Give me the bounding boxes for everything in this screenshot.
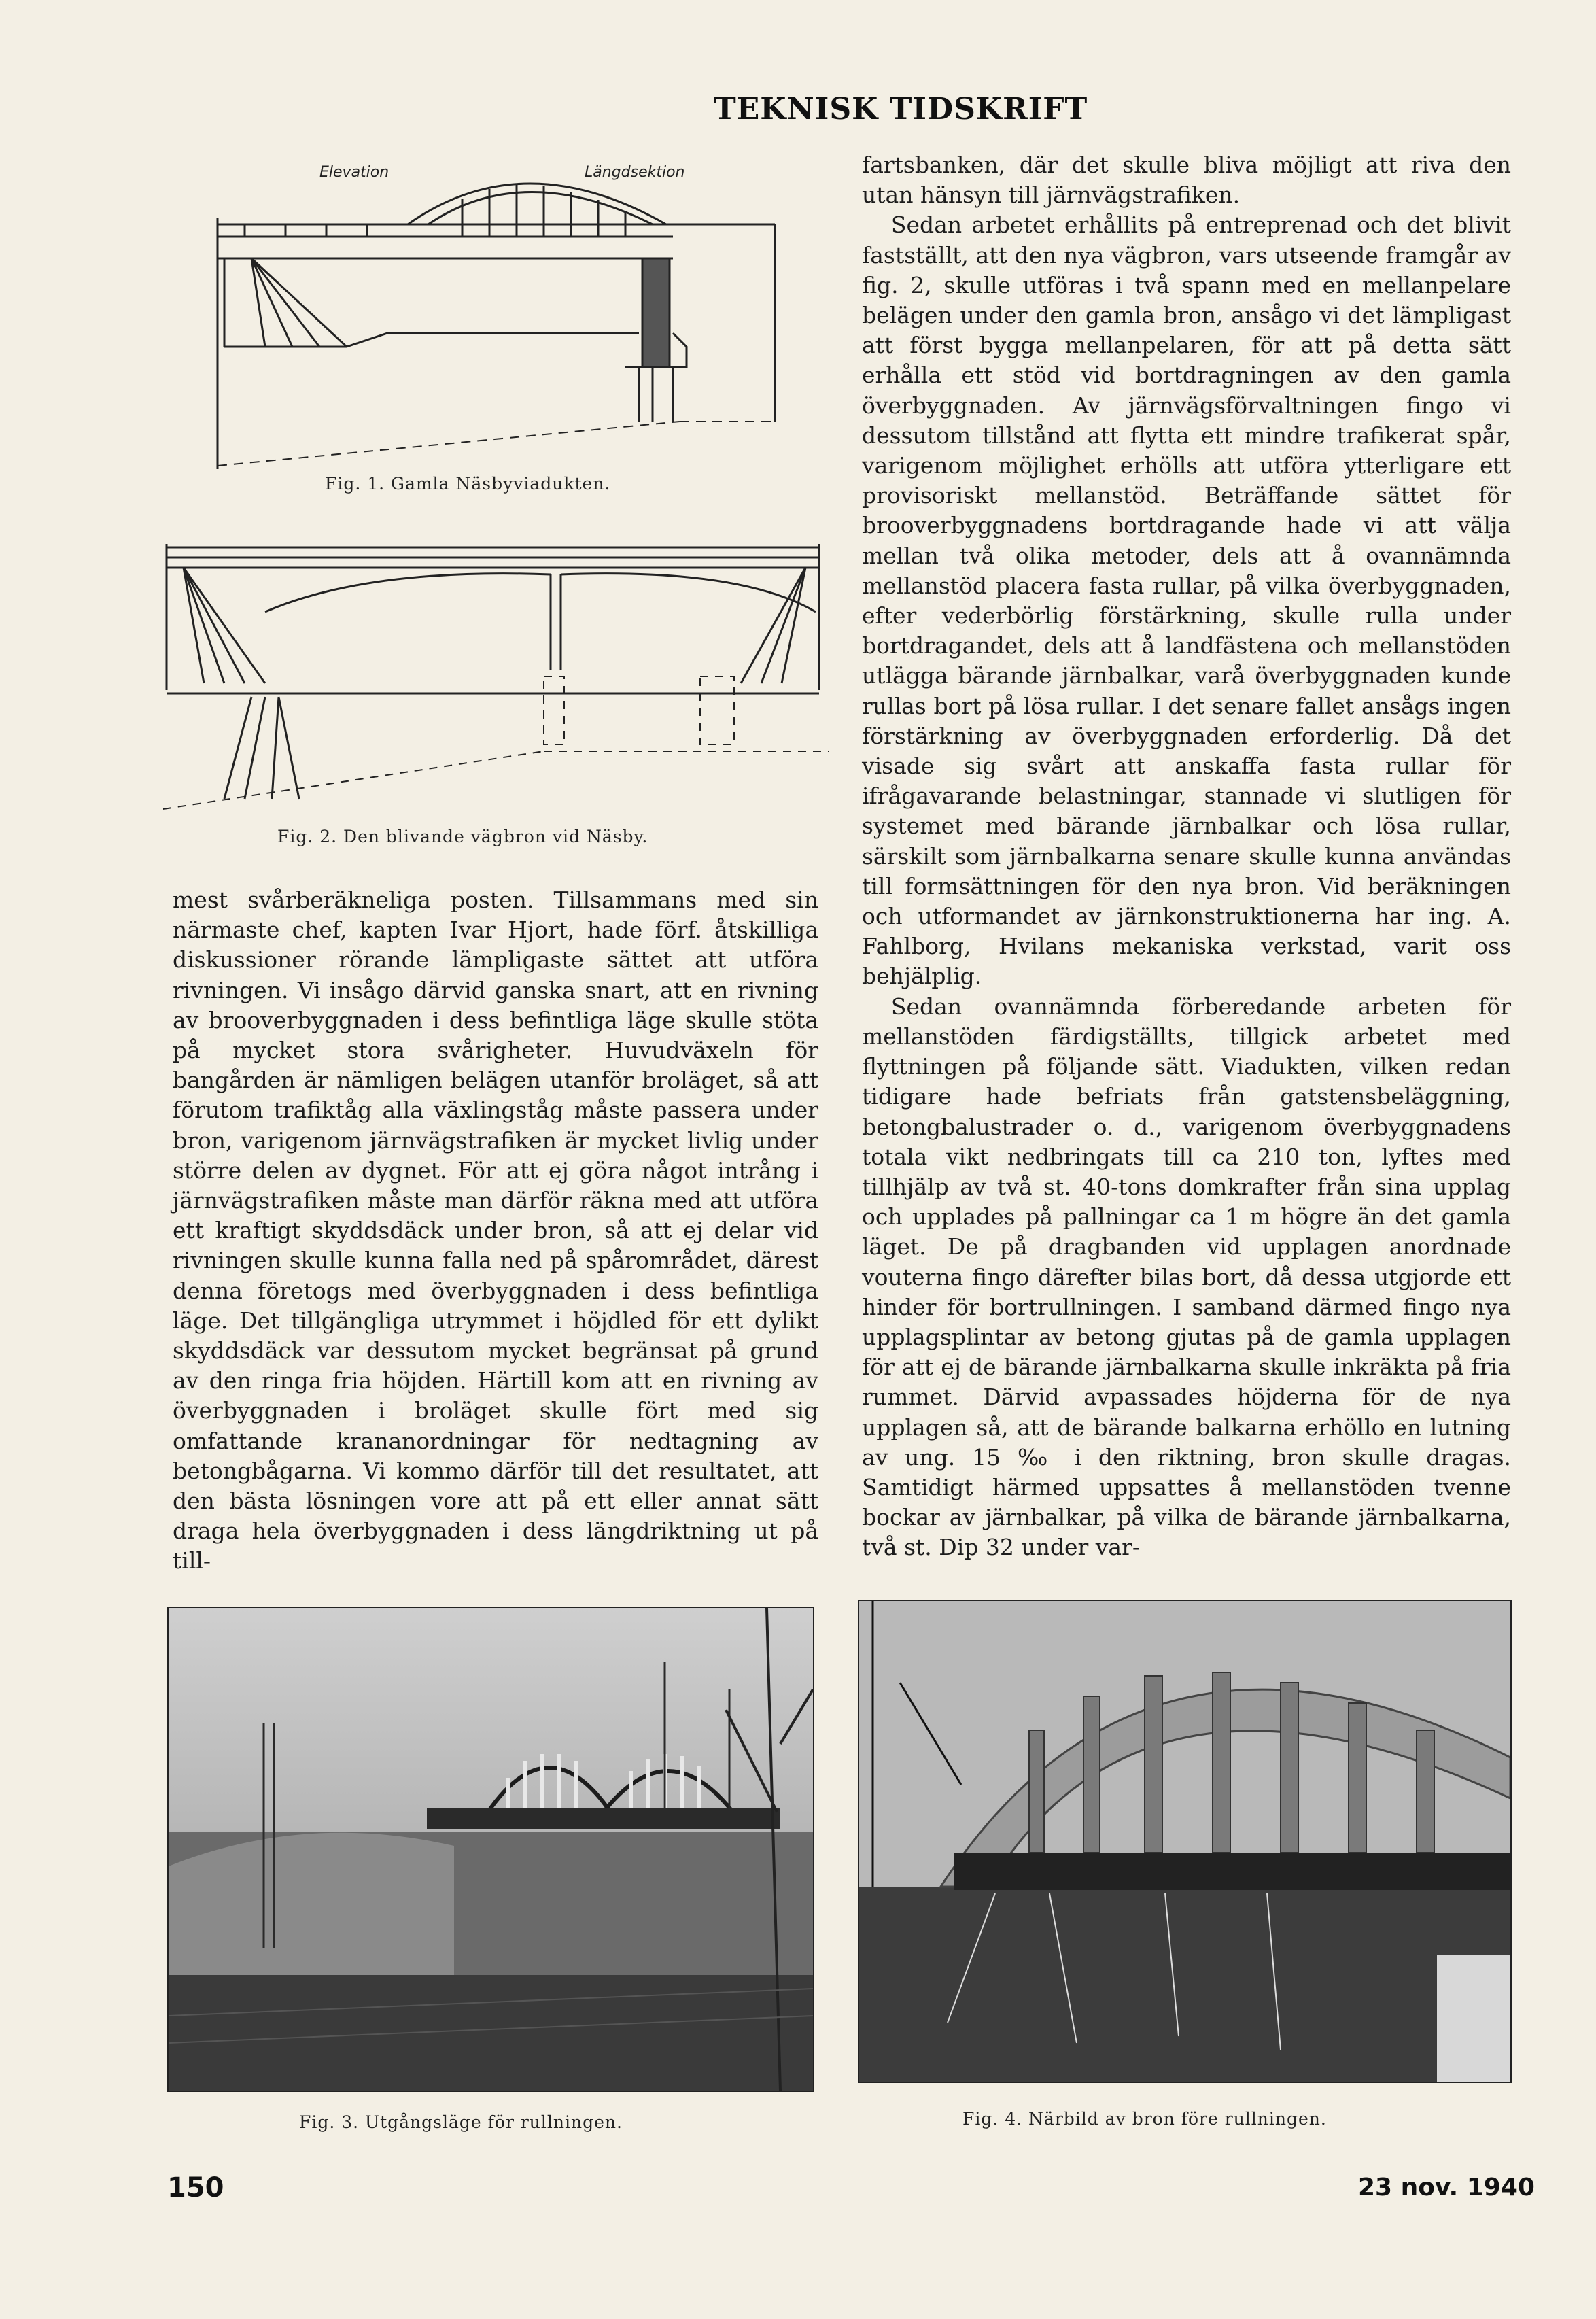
fig1-drawing — [204, 156, 788, 476]
fig1-caption: Fig. 1. Gamla Näsbyviadukten. — [325, 474, 611, 494]
fig3-caption: Fig. 3. Utgångsläge för rullningen. — [299, 2112, 623, 2132]
fig1-label-elevation: Elevation — [319, 164, 389, 181]
paragraph: Sedan ovannämnda förberedande arbeten för mellanstöden färdigställts, tillgick arbetet med flyttningen på följande sätt. Viadukten, vilken redan tidigare hade befriats från gatstensbeläggning, betongbalustrader o. d., varigenom överbyggnadens totala vikt nedbringats till ca 210 ton, lyftes med tillhjälp av två st. 40-tons domkrafter från sina upplag och upplades på pallningar ca 1 m högre än det gamla läget. De på dragbanden vid upplagen anordnade vouterna fingo därefter bilas bort, då dessa utgjorde ett hinder för bortrullningen. I samband därmed fingo nya upplagsplintar av betong gjutas på de gamla upplagen för att ej de bärande järnbalkarna skulle inkräkta på fria rummet. Därvid avpassades höjderna för de nya upplagen så, att de bärande balkarna erhöllo en lutning av ung. 15 ‰ i den riktning, bron skulle dragas. Samtidigt härmed uppsattes å mellanstöden tvenne bockar av järnbalkar, på vilka de bärande järnbalkarna, två st. Dip 32 under var- — [862, 993, 1511, 1561]
fig3-photo — [167, 1607, 814, 2092]
fig2-drawing — [163, 540, 829, 826]
right-column — [862, 150, 1511, 1563]
journal-header: TEKNISK TIDSKRIFT — [714, 92, 1088, 126]
fig2-caption: Fig. 2. Den blivande vägbron vid Näsby. — [277, 827, 648, 846]
page-number: 150 — [167, 2172, 224, 2203]
paragraph: fartsbanken, där det skulle bliva möjligt att riva den utan hänsyn till järnvägstrafiken. — [862, 152, 1511, 209]
left-column — [173, 885, 818, 1577]
paragraph: Sedan arbetet erhållits på entreprenad och det blivit fastställt, att den nya vägbron, vars utseende framgår av fig. 2, skulle utföras i två spann med en mellanpelare belägen under den gamla bron, ansågo vi det lämpligast att först bygga mellanpelaren, för att på detta sätt erhålla ett stöd vid bortdragningen av den gamla överbyggnaden. Av järnvägsförvaltningen fingo vi dessutom tillstånd att flytta ett mindre trafikerat spår, varigenom möjlighet erhölls att utföra ytterligare ett provisoriskt mellanstöd. Beträffande sättet för brooverbyggnadens bortdragande hade vi att välja mellan två olika metoder, dels att å ovannämnda mellanstöd placera fasta rullar, på vilka överbyggnaden, efter vederbörlig förstärkning, skulle rulla under bortdragandet, dels att å landfästena och mellanstöden utlägga bärande järnbalkar, varå överbyggnaden kunde rullas bort på lösa rullar. I det senare fallet ansågs ingen förstärkning av överbyggnaden erforderlig. Då det visade sig svårt att anskaffa fasta rullar för ifrågavarande belastningar, stannade vi slutligen för systemet med bärande järnbalkar och lösa rullar, särskilt som järnbalkarna senare skulle kunna användas till formsättningen för den nya bron. Vid beräkningen och utformandet av järnkonstruktionerna har ing. A. Fahlborg, Hvilans mekaniska verkstad, varit oss behjälplig. — [862, 211, 1511, 990]
fig4-caption: Fig. 4. Närbild av bron före rullningen. — [962, 2109, 1327, 2129]
fig4-photo — [858, 1600, 1512, 2083]
fig1-label-longitudinal: Längdsektion — [585, 164, 685, 181]
issue-date: 23 nov. 1940 — [1358, 2174, 1535, 2201]
paragraph: mest svårberäkneliga posten. Tillsammans med sin närmaste chef, kapten Ivar Hjort, hade förf. åtskilliga diskussioner rörande lämpligaste sättet att utföra rivningen. Vi insågo därvid ganska snart, att en rivning av brooverbyggnaden i dess befintliga läge skulle stöta på mycket stora svårigheter. Huvudväxeln för bangården är nämligen belägen utanför broläget, så att förutom trafiktåg alla växlingståg måste passera under bron, varigenom järnvägstrafiken är mycket livlig under större delen av dygnet. För att ej göra något intrång i järnvägstrafiken måste man därför räkna med att utföra ett kraftigt skyddsdäck under bron, så att ej delar vid rivningen skulle kunna falla ned på spårområdet, därest denna företogs med överbyggnaden i dess befintliga läge. Det tillgängliga utrymmet i höjdled för ett dylikt skyddsdäck var dessutom mycket begränsat på grund av den ringa fria höjden. Härtill kom att en rivning av överbyggnaden i broläget skulle fört med sig omfattande krananordningar för nedtagning av betongbågarna. Vi kommo därför till det resultatet, att den bästa lösningen vore att på ett eller annat sätt draga hela överbyggnaden i dess längdriktning ut på till- — [173, 887, 818, 1575]
